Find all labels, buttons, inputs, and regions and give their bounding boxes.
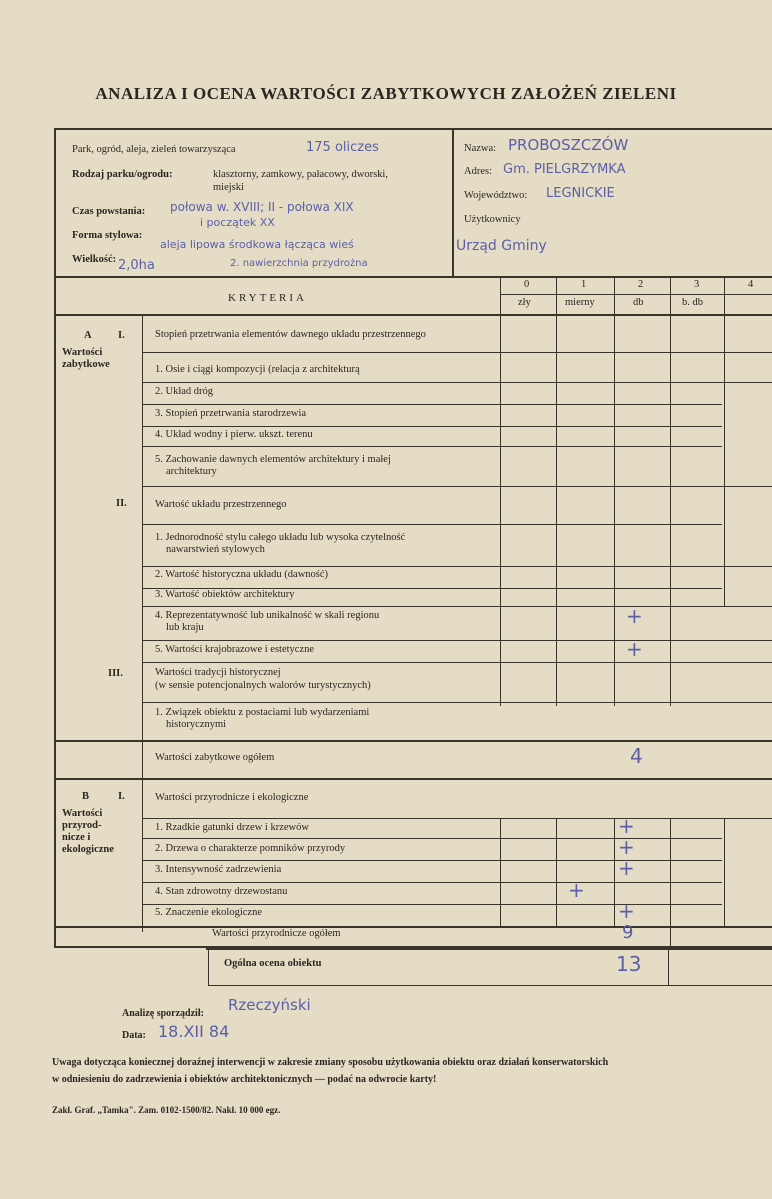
a2-item-4: 4. Reprezentatywność lub unikalność w skali regionu xyxy=(155,610,380,621)
mark-b1-5: + xyxy=(618,899,635,923)
section-a-title-2: zabytkowe xyxy=(62,359,110,370)
header-line1: Park, ogród, aleja, zieleń towarzysząca xyxy=(72,144,236,155)
wielkosc-label: Wielkość: xyxy=(72,254,117,265)
a1-item-5b: architektury xyxy=(166,466,217,477)
section-a-title-1: Wartości xyxy=(62,347,103,358)
mark-a2-5: + xyxy=(626,637,643,661)
a1-title: Stopień przetrwania elementów dawnego układu przestrzennego xyxy=(155,329,426,340)
b1-item-4: 4. Stan zdrowotny drzewostanu xyxy=(155,886,288,897)
header-line1-value: 175 oliczes xyxy=(306,140,379,155)
section-a-letter: A xyxy=(84,330,92,341)
mark-b1-1: + xyxy=(618,814,635,838)
a-total-value: 4 xyxy=(630,744,643,768)
uwaga-line-2: w odniesieniu do zadrzewienia i obiektów architektonicznych — podać na odwrocie karty! xyxy=(52,1074,437,1085)
section-b-title-2: przyrod- xyxy=(62,820,102,831)
nazwa-value: PROBOSZCZÓW xyxy=(508,136,629,154)
scale-3-label: b. db xyxy=(682,297,703,308)
czas-value: połowa w. XVIII; II - połowa XIX xyxy=(170,200,354,214)
czas-value-2: i początek XX xyxy=(200,216,275,229)
ogolna-label: Ogólna ocena obiektu xyxy=(224,958,322,969)
section-b-sub1-num: I. xyxy=(118,791,125,802)
kryteria-label: KRYTERIA xyxy=(228,292,307,304)
scale-2-label: db xyxy=(633,297,644,308)
a2-item-1b: nawarstwień stylowych xyxy=(166,544,265,555)
scale-2-num: 2 xyxy=(638,279,644,290)
a1-item-2: 2. Układ dróg xyxy=(155,386,214,397)
b1-item-2: 2. Drzewa o charakterze pomników przyrody xyxy=(155,843,346,854)
imprint: Zakł. Graf. „Tamka". Zam. 0102-1500/82. Nakł. 10 000 egz. xyxy=(52,1105,281,1115)
wojewodztwo-value: LEGNICKIE xyxy=(546,186,615,201)
scale-1-num: 1 xyxy=(581,279,587,290)
wielkosc-value: 2,0ha xyxy=(118,258,155,273)
form-title: ANALIZA I OCENA WARTOŚCI ZABYTKOWYCH ZAŁOŻEŃ ZIELENI xyxy=(95,84,677,103)
wojewodztwo-label: Województwo: xyxy=(464,190,528,201)
uwaga-line-1: Uwaga dotycząca koniecznej doraźnej interwencji w zakresie zmiany sposobu użytkowania obiektu oraz działań konserwatorskich xyxy=(52,1057,609,1068)
uzytkownicy-label: Użytkownicy xyxy=(464,214,521,225)
adres-value: Gm. PIELGRZYMKA xyxy=(503,162,626,177)
data-label: Data: xyxy=(122,1030,146,1041)
forma-label: Forma stylowa: xyxy=(72,230,143,241)
rodzaj-label: Rodzaj parku/ogrodu: xyxy=(72,169,173,180)
b1-item-5: 5. Znaczenie ekologiczne xyxy=(155,907,262,918)
scale-0-label: zły xyxy=(518,297,531,308)
a2-item-4b: lub kraju xyxy=(166,622,204,633)
a-total-label: Wartości zabytkowe ogółem xyxy=(155,752,275,763)
a2-item-3: 3. Wartość obiektów architektury xyxy=(155,589,295,600)
forma-value: aleja lipowa środkowa łącząca wieś xyxy=(160,238,354,251)
b-total-label: Wartości przyrodnicze ogółem xyxy=(212,928,341,939)
a1-item-3: 3. Stopień przetrwania starodrzewia xyxy=(155,408,307,419)
a1-item-4: 4. Układ wodny i pierw. ukszt. terenu xyxy=(155,429,313,440)
b1-item-1: 1. Rzadkie gatunki drzew i krzewów xyxy=(155,822,309,833)
analize-label: Analizę sporządził: xyxy=(122,1008,204,1019)
adres-label: Adres: xyxy=(464,166,492,177)
scale-1-label: mierny xyxy=(565,297,595,308)
b1-title: Wartości przyrodnicze i ekologiczne xyxy=(155,792,309,803)
b1-item-3: 3. Intensywność zadrzewienia xyxy=(155,864,282,875)
scale-3-num: 3 xyxy=(694,279,700,290)
mark-b1-3: + xyxy=(618,856,635,880)
a1-item-5: 5. Zachowanie dawnych elementów architektury i małej xyxy=(155,454,391,465)
ogolna-value: 13 xyxy=(616,952,642,976)
a3-title-2: (w sensie potencjonalnych walorów turystycznych) xyxy=(155,680,371,691)
a2-item-2: 2. Wartość historyczna układu (dawność) xyxy=(155,569,329,580)
scale-4-num: 4 xyxy=(748,279,754,290)
data-value: 18.XII 84 xyxy=(158,1022,230,1041)
section-b-title-4: ekologiczne xyxy=(62,844,114,855)
section-b-title-1: Wartości xyxy=(62,808,103,819)
mark-b1-4: + xyxy=(568,878,585,902)
section-a-sub3-num: III. xyxy=(108,668,123,679)
a2-item-5: 5. Wartości krajobrazowe i estetyczne xyxy=(155,644,315,655)
czas-label: Czas powstania: xyxy=(72,206,146,217)
mark-a2-4: + xyxy=(626,604,643,628)
a2-title: Wartość układu przestrzennego xyxy=(155,499,287,510)
section-a-sub1-num: I. xyxy=(118,330,125,341)
nazwa-label: Nazwa: xyxy=(464,143,497,154)
section-a-sub2-num: II. xyxy=(116,498,127,509)
a3-title-1: Wartości tradycji historycznej xyxy=(155,667,281,678)
b-total-value: 9 xyxy=(622,922,634,943)
scale-0-num: 0 xyxy=(524,279,530,290)
section-b-letter: B xyxy=(82,791,90,802)
analize-signature: Rzeczyński xyxy=(228,996,311,1014)
rodzaj-options: klasztorny, zamkowy, pałacowy, dworski, xyxy=(213,169,388,180)
mark-b1-2: + xyxy=(618,835,635,859)
a3-item-1: 1. Związek obiektu z postaciami lub wydarzeniami xyxy=(155,707,370,718)
a1-item-1: 1. Osie i ciągi kompozycji (relacja z architekturą xyxy=(155,364,360,375)
rodzaj-options-2: miejski xyxy=(213,182,244,193)
a2-item-1: 1. Jednorodność stylu całego układu lub wysoka czytelność xyxy=(155,532,406,543)
a3-item-1b: historycznymi xyxy=(166,719,227,730)
wielkosc-value-2: 2. nawierzchnia przydrożna xyxy=(230,258,368,269)
section-b-title-3: nicze i xyxy=(62,832,91,843)
uzytkownicy-value: Urząd Gminy xyxy=(456,238,547,254)
